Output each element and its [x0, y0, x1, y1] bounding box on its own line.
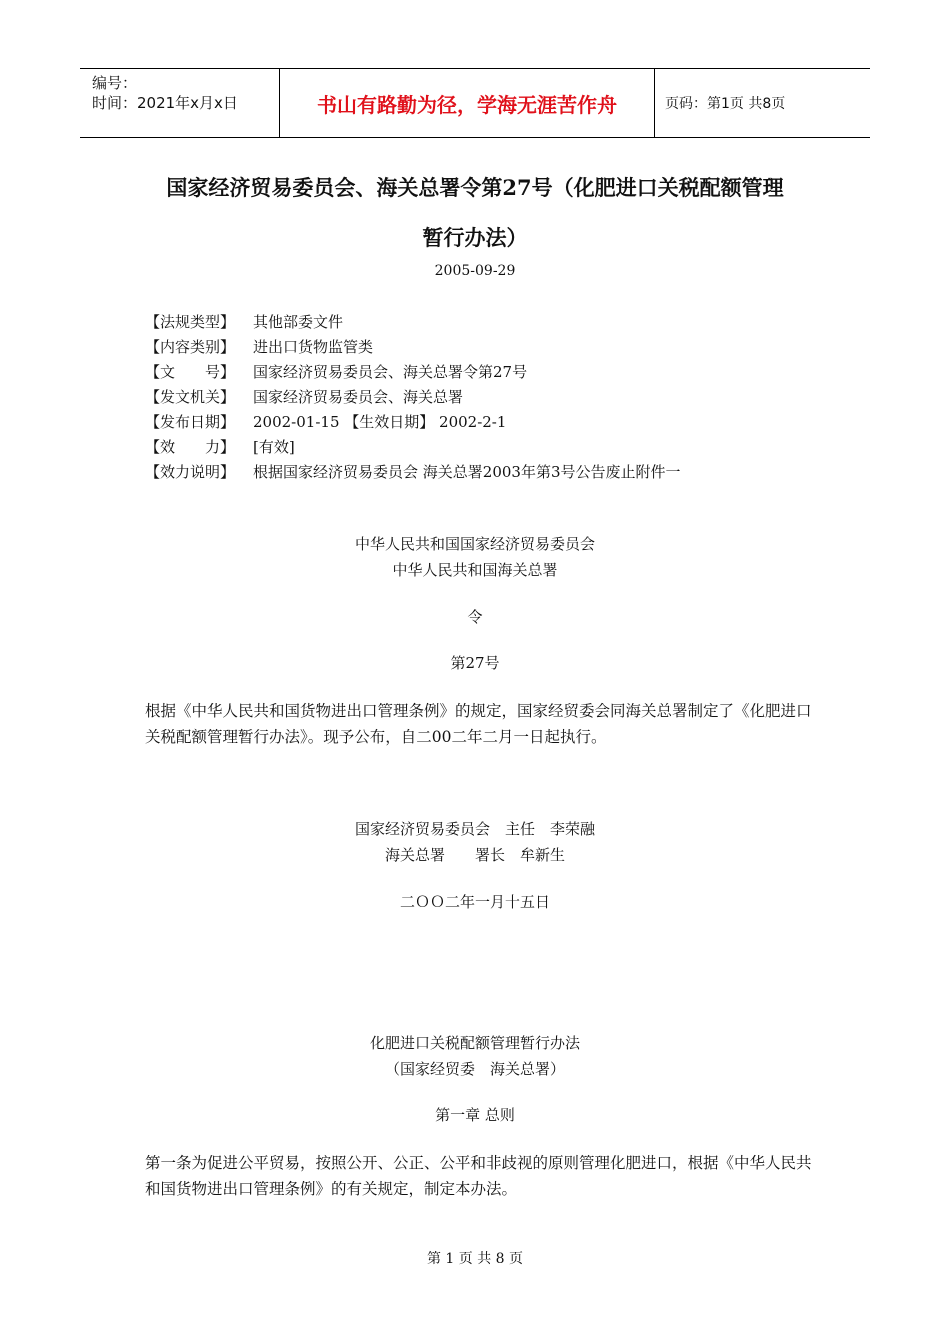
meta-key: 【内容类别】: [145, 338, 236, 356]
header-left-cell: [80, 69, 280, 137]
meta-value: [有效]: [253, 438, 295, 456]
order-number: 第27号: [450, 654, 500, 672]
issuer-line-1: 中华人民共和国国家经济贸易委员会: [354, 535, 595, 553]
decree-paragraph: 根据《中华人民共和国货物进出口管理条例》的规定，国家经贸委会同海关总署制定了《化肥进口关税配额管理暂行办法》。现予公布，自二00二年二月一日起执行。: [145, 702, 812, 746]
meta-value: 2002-01-15 【生效日期】 2002-2-1: [253, 413, 507, 431]
meta-value: 根据国家经济贸易委员会 海关总署2003年第3号公告废止附件一: [253, 463, 681, 481]
signature-line-2: 海关总署 署长 牟新生: [384, 846, 565, 864]
header-page-info: 页码：第1页 共8页: [665, 96, 786, 112]
meta-key: 【文 号】: [145, 363, 236, 381]
meta-row: [145, 460, 681, 485]
document-title-line2: 暂行办法）: [422, 225, 528, 250]
chapter-heading: 第一章 总则: [435, 1106, 515, 1124]
meta-key: 【效 力】: [145, 438, 236, 456]
signature-date: 二ＯＯ二年一月十五日: [399, 893, 550, 911]
issuer-line-2: 中华人民共和国海关总署: [392, 561, 558, 579]
meta-row: [145, 410, 681, 435]
meta-row: [145, 310, 681, 335]
time-label: 时间：2021年x月x日: [92, 94, 238, 112]
document-title-line1: 国家经济贸易委员会、海关总署令第27号（化肥进口关税配额管理: [166, 175, 784, 200]
meta-key: 【法规类型】: [145, 313, 236, 331]
meta-value: 国家经济贸易委员会、海关总署: [253, 388, 464, 406]
meta-value: 其他部委文件: [253, 313, 344, 331]
meta-value: 进出口货物监管类: [253, 338, 374, 356]
page-footer: 第 1 页 共 8 页: [426, 1251, 524, 1267]
meta-row: [145, 335, 681, 360]
measures-subtitle: （国家经贸委 海关总署）: [384, 1060, 565, 1078]
publish-date: 2005-09-29: [434, 263, 516, 279]
meta-key: 【发文机关】: [145, 388, 236, 406]
measures-title: 化肥进口关税配额管理暂行办法: [369, 1034, 580, 1052]
meta-row: [145, 360, 681, 385]
meta-key: 【效力说明】: [145, 463, 236, 481]
meta-row: [145, 435, 681, 460]
metadata-block: [145, 310, 681, 485]
meta-key: 【发布日期】: [145, 413, 236, 431]
signature-line-1: 国家经济贸易委员会 主任 李荣融: [354, 820, 595, 838]
meta-value: 国家经济贸易委员会、海关总署令第27号: [253, 363, 528, 381]
page-header: [80, 68, 870, 138]
number-label: 编号：: [92, 74, 138, 92]
meta-row: [145, 385, 681, 410]
decree-word: 令: [467, 608, 483, 626]
article-1: 第一条为促进公平贸易，按照公开、公正、公平和非歧视的原则管理化肥进口，根据《中华人民共和国货物进出口管理条例》的有关规定，制定本办法。: [145, 1154, 812, 1198]
header-motto: 书山有路勤为径，学海无涯苦作舟: [280, 69, 655, 137]
